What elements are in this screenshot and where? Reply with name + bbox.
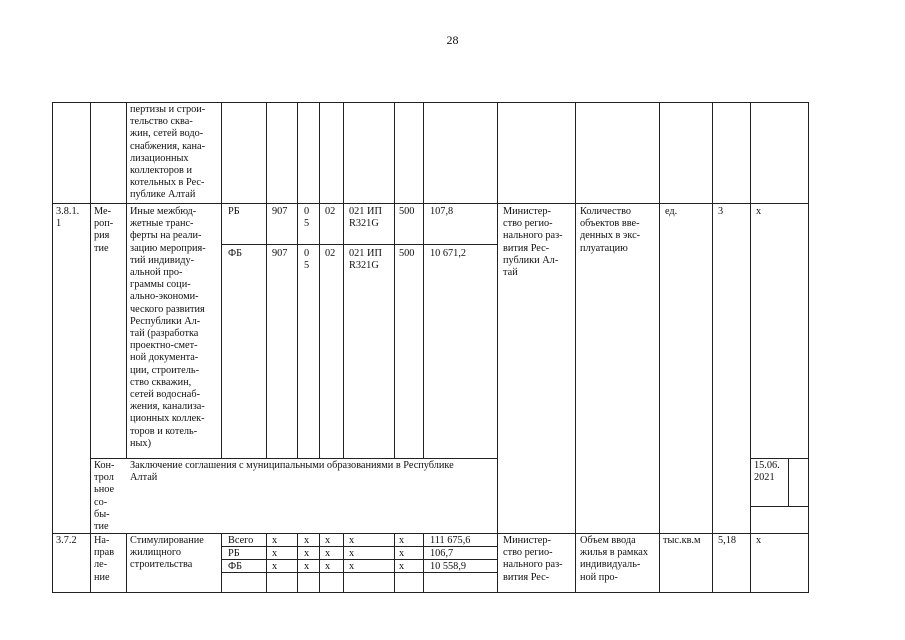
grid-line	[750, 458, 809, 459]
cell-amount: 106,7	[430, 548, 454, 559]
grid-line	[126, 533, 127, 593]
cell-x: x	[272, 548, 278, 559]
cell-x: x	[399, 548, 405, 559]
cell-pr: 02	[325, 248, 336, 259]
cell-executor: Министер- ство регио- нального раз- вития Рес-	[503, 535, 563, 583]
grid-line	[343, 102, 344, 458]
cell-x: x	[325, 535, 331, 546]
grid-line	[423, 102, 424, 458]
cell-funding-source: ФБ	[228, 561, 243, 572]
grid-line	[659, 102, 660, 593]
grid-line	[575, 102, 576, 593]
cell-control-event-date: 15.06. 2021	[754, 460, 780, 484]
cell-funding-source: ФБ	[228, 248, 243, 259]
cell-description: Стимулирование жилищного строительства	[130, 535, 204, 571]
cell-unit: ед.	[665, 206, 678, 217]
grid-line	[750, 102, 751, 593]
cell-rz: 0 5	[304, 206, 310, 230]
grid-line	[221, 244, 497, 245]
cell-control-event-type: Кон- трол ьное со- бы- тие	[94, 460, 115, 533]
cell-indicator: Объем ввода жилья в рамках индивидуаль- ной про-	[580, 535, 649, 583]
cell-funding-source: РБ	[228, 548, 240, 559]
cell-x: x	[325, 561, 331, 572]
grid-line	[52, 102, 809, 103]
grid-line	[394, 102, 395, 458]
cell-x: x	[304, 548, 310, 559]
cell-amount: 111 675,6	[430, 535, 471, 546]
cell-amount: 107,8	[430, 206, 454, 217]
cell-description: Иные межбюд- жетные транс- ферты на реали- зацию мероприя- тий индивиду- альной про- граммы соци- ально-экономи- ческого развития Республики Ал- тай (разработка проектно-смет- ной документа- ции, строитель- ство скважин, сетей водоснаб- жения, канализа- ционных коллек- торов и котель- ных)	[130, 206, 206, 449]
grid-line	[808, 102, 809, 593]
cell-x: x	[349, 535, 355, 546]
grid-line	[394, 533, 395, 593]
grid-line	[52, 592, 809, 593]
cell-vr: 500	[399, 206, 415, 217]
grid-line	[221, 102, 222, 458]
cell-x: x	[304, 535, 310, 546]
cell-x: x	[349, 561, 355, 572]
grid-line	[266, 533, 267, 593]
cell-funding-source: РБ	[228, 206, 240, 217]
cell-x: x	[304, 561, 310, 572]
grid-line	[52, 203, 809, 204]
page-number: 28	[446, 33, 459, 47]
cell-mark: x	[756, 206, 762, 217]
cell-row-type: Ме- роп- рия тие	[94, 206, 114, 254]
cell-value: 3	[718, 206, 724, 217]
cell-rz: 0 5	[304, 248, 310, 272]
cell-x: x	[349, 548, 355, 559]
cell-executor: Министер- ство регио- нального раз- вития Рес- публики Ал- тай	[503, 206, 563, 279]
cell-unit: тыс.кв.м	[663, 535, 701, 546]
cell-x: x	[399, 535, 405, 546]
grid-line	[712, 102, 713, 593]
cell-grbs: 907	[272, 206, 288, 217]
cell-grbs: 907	[272, 248, 288, 259]
grid-line	[52, 102, 53, 593]
grid-line	[497, 102, 498, 593]
grid-line	[297, 102, 298, 458]
grid-line	[343, 533, 344, 593]
grid-line	[750, 506, 809, 507]
cell-x: x	[272, 535, 278, 546]
cell-row-number: 3.8.1. 1	[56, 206, 80, 230]
grid-line	[90, 102, 91, 593]
cell-row-number: 3.7.2	[56, 535, 77, 546]
cell-x: x	[325, 548, 331, 559]
cell-pr: 02	[325, 206, 336, 217]
grid-line	[297, 533, 298, 593]
cell-csr: 021 ИП R321G	[349, 248, 382, 272]
cell-csr: 021 ИП R321G	[349, 206, 382, 230]
grid-line	[90, 458, 498, 459]
grid-line	[423, 533, 424, 593]
grid-line	[266, 102, 267, 458]
cell-row-type: На- прав ле- ние	[94, 535, 115, 583]
grid-line	[319, 102, 320, 458]
cell-control-event-description: Заключение соглашения с муниципальными образованиями в Республике Алтай	[130, 460, 454, 484]
cell-x: x	[399, 561, 405, 572]
cell-value: 5,18	[718, 535, 737, 546]
cell-amount: 10 671,2	[430, 248, 467, 259]
grid-line	[221, 533, 222, 593]
grid-line	[788, 458, 789, 506]
grid-line	[126, 102, 127, 203]
grid-line	[319, 533, 320, 593]
grid-line	[52, 533, 809, 534]
cell-mark: x	[756, 535, 762, 546]
cell-x: x	[272, 561, 278, 572]
grid-line	[126, 203, 127, 458]
cell-funding-source: Всего	[228, 535, 254, 546]
cell-amount: 10 558,9	[430, 561, 467, 572]
cell-description-continued: пертизы и строи- тельство сква- жин, сетей водо- снабжения, кана- лизационных коллекторов и котельных в Рес- публике Алтай	[130, 104, 206, 201]
cell-vr: 500	[399, 248, 415, 259]
cell-indicator: Количество объектов вве- денных в экс- плуатацию	[580, 206, 641, 254]
